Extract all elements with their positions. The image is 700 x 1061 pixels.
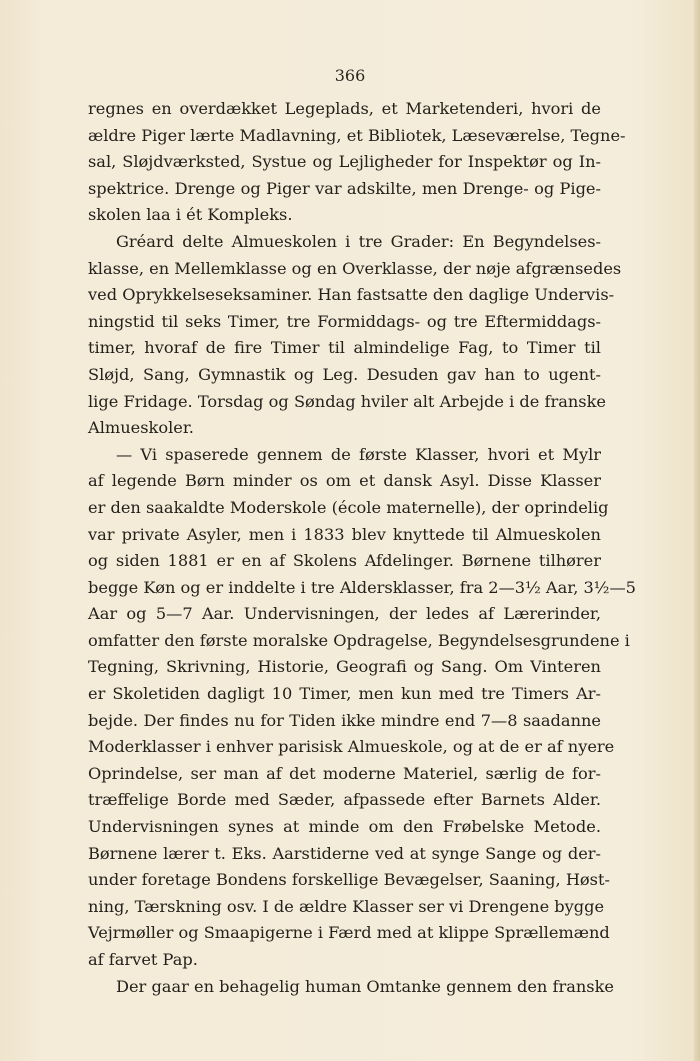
page-edge bbox=[694, 0, 700, 1061]
text-line: omfatter den første moralske Opdragelse, Begyndelsesgrundene i bbox=[88, 630, 630, 650]
text-line: af legende Børn minder os om et dansk Asyl. Disse Klasser bbox=[88, 471, 601, 491]
text-line: regnes en overdækket Legeplads, et Marketenderi, hvori de bbox=[88, 99, 601, 118]
text-line: Sløjd, Sang, Gymnastik og Leg. Desuden gav han to ugent- bbox=[88, 364, 601, 384]
text-line: er den saakaldte Moderskole (école maternelle), der oprindelig bbox=[88, 497, 609, 517]
text-line: timer, hvoraf de fire Timer til almindelige Fag, to Timer til bbox=[88, 338, 601, 358]
text-line: ved Oprykkelseseksaminer. Han fastsatte den daglige Undervis- bbox=[88, 285, 615, 305]
text-line: af farvet Pap. bbox=[88, 950, 198, 969]
text-line: Aar og 5—7 Aar. Undervisningen, der ledes af Lærerinder, bbox=[88, 604, 601, 624]
text-line: lige Fridage. Torsdag og Søndag hviler alt Arbejde i de franske bbox=[88, 391, 606, 411]
text-line: sal, Sløjdværksted, Systue og Lejligheder for Inspektør og In- bbox=[88, 152, 601, 172]
text-line: ningstid til seks Timer, tre Formiddags- og tre Eftermiddags- bbox=[88, 311, 601, 331]
text-line: skolen laa i ét Kompleks. bbox=[88, 205, 293, 225]
text-line: ældre Piger lærte Madlavning, et Bibliotek, Læseværelse, Tegne- bbox=[88, 125, 626, 145]
text-line: og siden 1881 er en af Skolens Afdelinger. Børnene tilhører bbox=[88, 551, 601, 571]
text-line: Almueskoler. bbox=[88, 418, 194, 438]
text-line: Vejrmøller og Smaapigerne i Færd med at klippe Sprællemænd bbox=[88, 923, 610, 943]
text-line: Tegning, Skrivning, Historie, Geografi og Sang. Om Vinteren bbox=[88, 657, 601, 677]
page-number: 366 bbox=[334, 66, 366, 85]
body-text bbox=[88, 96, 636, 1000]
text-line: Oprindelse, ser man af det moderne Materiel, særlig de for- bbox=[88, 763, 601, 783]
text-line: ning, Tærskning osv. I de ældre Klasser ser vi Drengene bygge bbox=[88, 896, 605, 916]
text-line: Gréard delte Almueskolen i tre Grader: En Begyndelses- bbox=[116, 231, 601, 251]
text-line: Moderklasser i enhver parisisk Almueskole, og at de er af nyere bbox=[88, 737, 615, 757]
text-line: er Skoletiden dagligt 10 Timer, men kun med tre Timers Ar- bbox=[88, 684, 601, 704]
text-line: Undervisningen synes at minde om den Frøbelske Metode. bbox=[88, 817, 601, 837]
text-line: træffelige Borde med Sæder, afpassede efter Barnets Alder. bbox=[88, 790, 601, 810]
text-line: begge Køn og er inddelte i tre Aldersklasser, fra 2—3½ Aar, 3½—5 bbox=[88, 577, 636, 597]
text-line: spektrice. Drenge og Piger var adskilte, men Drenge- og Pige- bbox=[88, 178, 601, 198]
text-line: Børnene lærer t. Eks. Aarstiderne ved at synge Sange og der- bbox=[88, 843, 601, 863]
text-line: var private Asyler, men i 1833 blev knyttede til Almueskolen bbox=[88, 524, 601, 544]
text-line: klasse, en Mellemklasse og en Overklasse, der nøje afgrænsedes bbox=[88, 258, 622, 278]
text-line: under foretage Bondens forskellige Bevægelser, Saaning, Høst- bbox=[88, 870, 610, 890]
text-line: Der gaar en behagelig human Omtanke gennem den franske bbox=[116, 976, 615, 996]
text-line: — Vi spaserede gennem de første Klasser, hvori et Mylr bbox=[116, 444, 601, 464]
text-line: bejde. Der findes nu for Tiden ikke mindre end 7—8 saadanne bbox=[88, 710, 601, 730]
